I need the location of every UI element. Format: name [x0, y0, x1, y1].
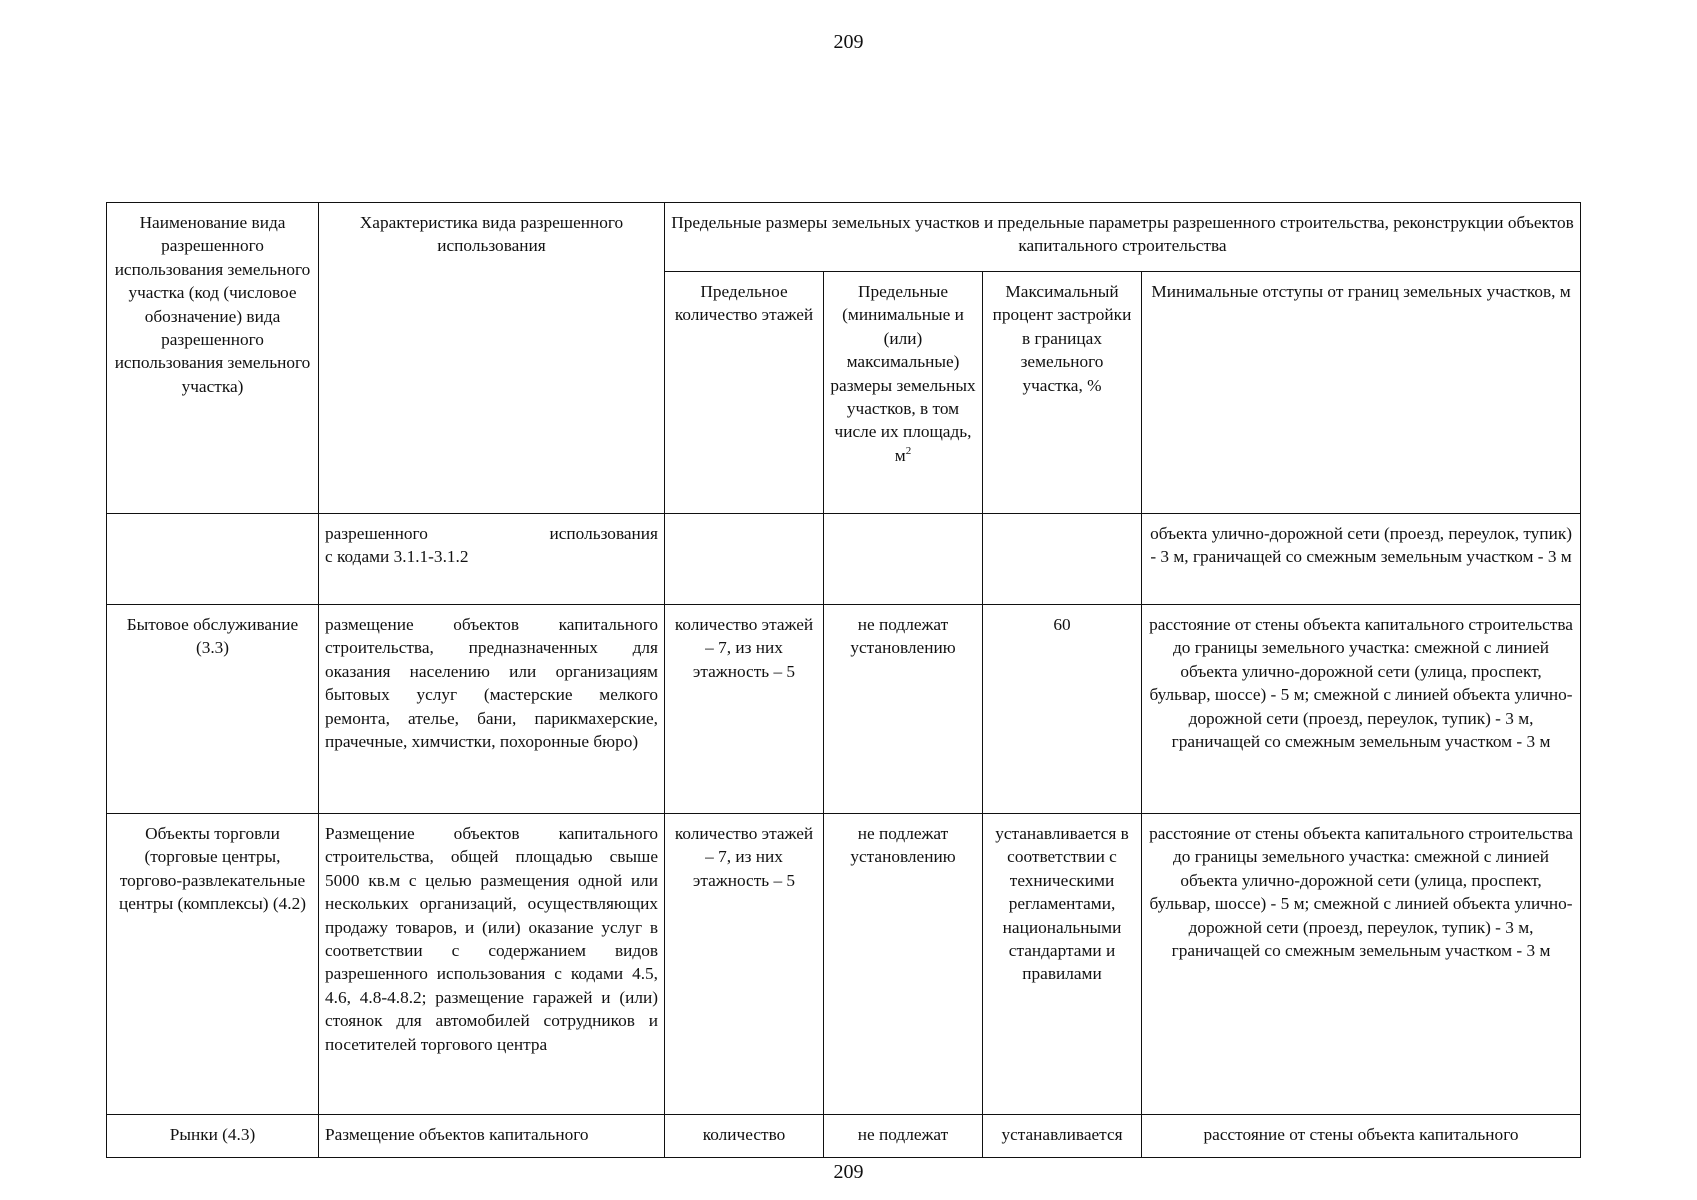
header-setbacks: Минимальные отступы от границ земельных участков, м [1142, 272, 1581, 514]
cell-name: Объекты торговли (торговые центры, торгово-развлекательные центры (комплексы) (4.2) [107, 814, 319, 1115]
characteristic-first-line [325, 522, 658, 545]
cell-max-coverage: устанавливается [983, 1115, 1142, 1158]
cell-plot-sizes: не подлежат [824, 1115, 983, 1158]
cell-name: Бытовое обслуживание (3.3) [107, 605, 319, 814]
cell-plot-sizes: не подлежат установлению [824, 814, 983, 1115]
cell-characteristic [319, 1115, 665, 1158]
header-plot-sizes-sup: 2 [905, 444, 912, 457]
characteristic-word-left: разрешенного [325, 524, 428, 543]
header-characteristic: Характеристика вида разрешенного использования [319, 203, 665, 514]
cell-setbacks: объекта улично-дорожной сети (проезд, переулок, тупик) - 3 м, граничащей со смежным земельным участком - 3 м [1142, 514, 1581, 605]
cell-max-coverage [983, 514, 1142, 605]
cell-setbacks: расстояние от стены объекта капитального строительства до границы земельного участка: смежной с линией объекта улично-дорожной сети (улица, проспект, бульвар, шоссе) - 5 м; смежной с линией объекта улично-дорожной сети (проезд, переулок, тупик) - 3 м, граничащей со смежным земельным участком - 3 м [1142, 605, 1581, 814]
characteristic-text: Размещение объектов капитального [325, 1125, 589, 1144]
characteristic-line [325, 1123, 658, 1146]
table-row [107, 605, 1581, 814]
cell-floors [665, 514, 824, 605]
page-number-top: 209 [833, 31, 864, 53]
cell-name [107, 514, 319, 605]
table-header-row-1 [107, 203, 1581, 272]
header-floors: Предельное количество этажей [665, 272, 824, 514]
zoning-regulations-table [106, 202, 1581, 1158]
cell-max-coverage: устанавливается в соответствии с техническими регламентами, национальными стандартами и правилами [983, 814, 1142, 1115]
table-row [107, 1115, 1581, 1158]
header-max-coverage: Максимальный процент застройки в границах земельного участка, % [983, 272, 1142, 514]
table-row-continuation [107, 514, 1581, 605]
table-row [107, 814, 1581, 1115]
cell-max-coverage: 60 [983, 605, 1142, 814]
cell-characteristic [319, 514, 665, 605]
cell-plot-sizes [824, 514, 983, 605]
cell-floors: количество [665, 1115, 824, 1158]
header-limits-group: Предельные размеры земельных участков и предельные параметры разрешенного строительства, реконструкции объектов капитального строительства [665, 203, 1581, 272]
characteristic-rest: с кодами 3.1.1-3.1.2 [325, 547, 469, 567]
cell-characteristic: размещение объектов капитального строительства, предназначенных для оказания населению или организациям бытовых услуг (мастерские мелкого ремонта, ателье, бани, парикмахерские, прачечные, химчистки, похоронные бюро) [319, 605, 665, 814]
cell-characteristic: Размещение объектов капитального строительства, общей площадью свыше 5000 кв.м с целью размещения одной или нескольких организаций, осуществляющих продажу товаров, и (или) оказание услуг в соответствии с содержанием видов разрешенного использования с кодами 4.5, 4.6, 4.8-4.8.2; размещение гаражей и (или) стоянок для автомобилей сотрудников и посетителей торгового центра [319, 814, 665, 1115]
cell-floors: количество этажей – 7, из них этажность – 5 [665, 605, 824, 814]
header-plot-sizes [824, 272, 983, 514]
page-number-bottom: 209 [833, 1161, 864, 1183]
cell-setbacks: расстояние от стены объекта капитального [1142, 1115, 1581, 1158]
header-plot-sizes-text: Предельные (минимальные и (или) максимальные) размеры земельных участков, в том числе их площадь, м [830, 282, 976, 465]
cell-plot-sizes: не подлежат установлению [824, 605, 983, 814]
cell-setbacks: расстояние от стены объекта капитального строительства до границы земельного участка: смежной с линией объекта улично-дорожной сети (улица, проспект, бульвар, шоссе) - 5 м; смежной с линией объекта улично-дорожной сети (проезд, переулок, тупик) - 3 м, граничащей со смежным земельным участком - 3 м [1142, 814, 1581, 1115]
characteristic-word-right: использования [549, 524, 658, 543]
cell-name: Рынки (4.3) [107, 1115, 319, 1158]
header-name: Наименование вида разрешенного использования земельного участка (код (числовое обозначение) вида разрешенного использования земельного участка) [107, 203, 319, 514]
cell-floors: количество этажей – 7, из них этажность – 5 [665, 814, 824, 1115]
